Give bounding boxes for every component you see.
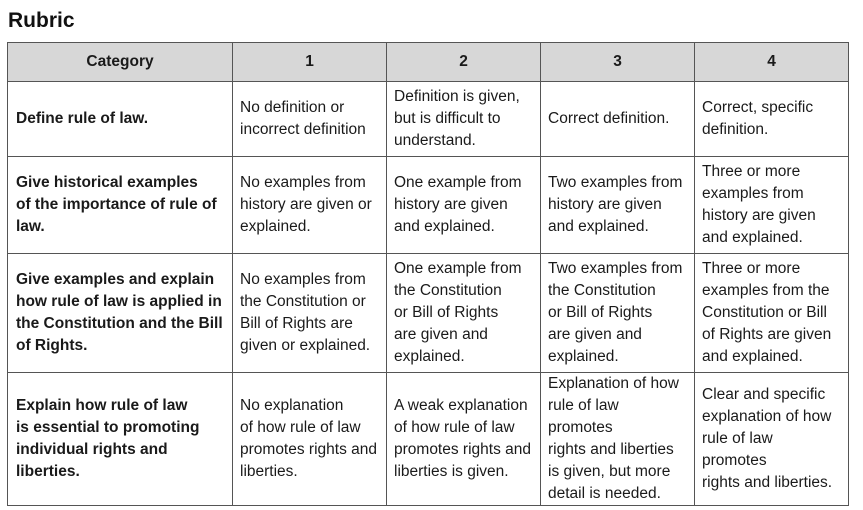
- category-cell: [8, 82, 233, 157]
- criteria-text: No examples from history are given or explained.: [240, 174, 372, 235]
- criteria-text: No explanation of how rule of law promotes rights and liberties.: [240, 397, 377, 480]
- category-cell: [8, 373, 233, 506]
- criteria-text: Two examples from the Constitution or Bill of Rights are given and explained.: [548, 260, 683, 365]
- column-header-score-4: 4: [695, 43, 849, 82]
- score-cell: [233, 373, 387, 506]
- score-cell: [695, 373, 849, 506]
- criteria-text: No examples from the Constitution or Bill of Rights are given or explained.: [240, 271, 371, 354]
- score-cell: [387, 82, 541, 157]
- category-text: Explain how rule of law is essential to promoting individual rights and liberties.: [16, 397, 200, 480]
- page-title: Rubric: [8, 9, 75, 32]
- criteria-text: Three or more examples from the Constitution or Bill of Rights are given and explained.: [702, 260, 832, 365]
- criteria-text: One example from the Constitution or Bill of Rights are given and explained.: [394, 260, 522, 365]
- score-cell: [695, 82, 849, 157]
- criteria-text: Explanation of how rule of law promotes rights and liberties is given, but more detail is needed.: [548, 375, 679, 502]
- column-header-score-1: 1: [233, 43, 387, 82]
- score-cell: [387, 373, 541, 506]
- score-cell: [541, 82, 695, 157]
- score-cell: [541, 254, 695, 373]
- category-text: Give examples and explain how rule of law is applied in the Constitution and the Bill of Rights.: [16, 271, 223, 354]
- category-cell: [8, 157, 233, 254]
- score-cell: [541, 157, 695, 254]
- table-row: [8, 157, 849, 254]
- category-text: Define rule of law.: [16, 110, 149, 127]
- criteria-text: No definition or incorrect definition: [240, 99, 366, 138]
- score-cell: [233, 157, 387, 254]
- criteria-text: One example from history are given and explained.: [394, 174, 522, 235]
- score-cell: [233, 254, 387, 373]
- rubric-table: [7, 42, 849, 506]
- table-row: [8, 254, 849, 373]
- criteria-text: A weak explanation of how rule of law promotes rights and liberties is given.: [394, 397, 531, 480]
- header-row: [8, 43, 849, 82]
- score-cell: [541, 373, 695, 506]
- column-header-score-3: 3: [541, 43, 695, 82]
- criteria-text: Clear and specific explanation of how rule of law promotes rights and liberties.: [702, 386, 833, 491]
- score-cell: [233, 82, 387, 157]
- criteria-text: Definition is given, but is difficult to understand.: [394, 88, 520, 149]
- criteria-text: Correct definition.: [548, 110, 670, 127]
- score-cell: [387, 254, 541, 373]
- table-row: [8, 82, 849, 157]
- criteria-text: Correct, specific definition.: [702, 99, 814, 138]
- column-header-score-2: 2: [387, 43, 541, 82]
- category-text: Give historical examples of the importance of rule of law.: [16, 174, 217, 235]
- score-cell: [695, 157, 849, 254]
- score-cell: [695, 254, 849, 373]
- criteria-text: Three or more examples from history are given and explained.: [702, 163, 816, 246]
- column-header-category: Category: [8, 43, 233, 82]
- table-row: [8, 373, 849, 506]
- criteria-text: Two examples from history are given and explained.: [548, 174, 683, 235]
- score-cell: [387, 157, 541, 254]
- category-cell: [8, 254, 233, 373]
